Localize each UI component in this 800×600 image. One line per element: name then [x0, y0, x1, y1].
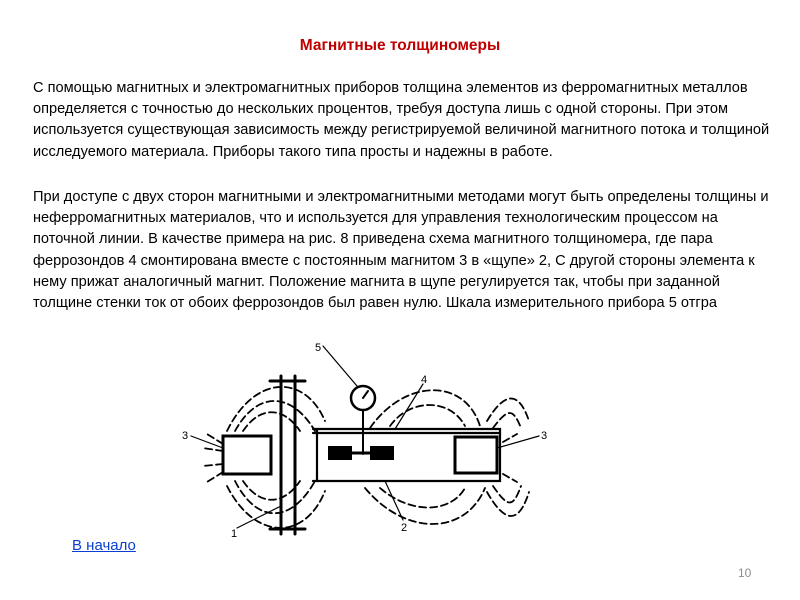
back-to-start-link[interactable]: В начало: [72, 537, 136, 554]
paragraph-2: При доступе с двух сторон магнитными и электромагнитными методами могут быть определены толщины и неферромагнитных материалов, что и используется для управления технологическим процессом на поточной линии. В качестве примера на рис. 8 приведена схема магнитного толщиномера, где пара феррозондов 4 смонтирована вместе с постоянным магнитом 3 в «щупе» 2, С другой стороны элемента к нему прижат аналогичный магнит. Положение магнита в щупе регулируется так, чтобы при заданной толщине стенки ток от обоих феррозондов был равен нулю. Шкала измерительного прибора 5 отгра: [33, 189, 769, 312]
right-magnet: [455, 437, 497, 473]
page-number: 10: [738, 566, 752, 580]
magnetic-thickness-gauge-diagram: [165, 336, 567, 553]
label-5: 5: [315, 342, 322, 354]
label-4: 4: [421, 374, 428, 386]
slide-title: Магнитные толщиномеры: [299, 37, 501, 54]
left-magnet: [223, 436, 271, 474]
label-3-right: 3: [541, 430, 548, 442]
label-3-left: 3: [182, 430, 189, 442]
label-2: 2: [401, 522, 408, 534]
label-1: 1: [231, 528, 238, 540]
paragraph-1: С помощью магнитных и электромагнитных приборов толщина элементов из ферромагнитных металлов определяется с точностью до нескольких процентов, требуя доступа лишь с одной стороны. При этом используется существующая зависимость между регистрируемой величиной магнитного потока и толщиной исследуемого материала. Приборы такого типа просты и надежны в работе.: [33, 80, 770, 160]
magnetic-field-lines: [203, 387, 529, 528]
